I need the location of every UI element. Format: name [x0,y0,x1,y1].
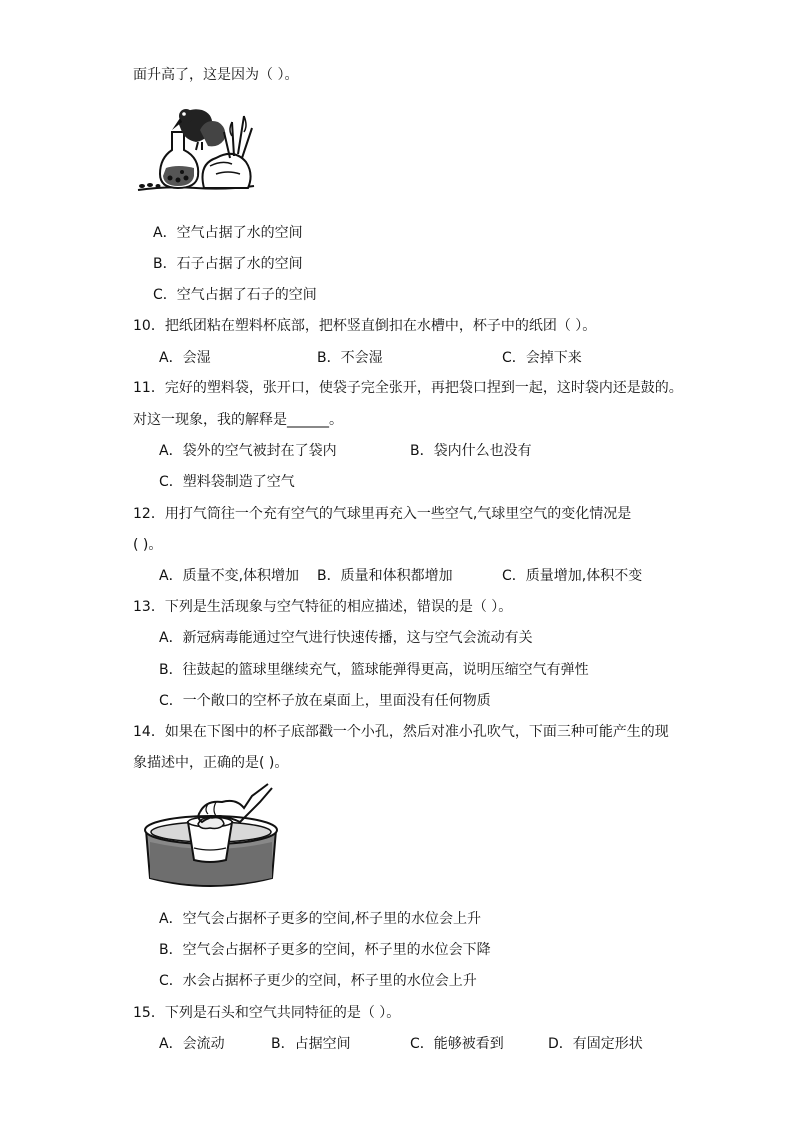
q11-option-b[interactable]: B．袋内什么也没有 [410,443,532,459]
q14-option-a[interactable]: A．空气会占据杯子更多的空间,杯子里的水位会上升 [159,911,482,927]
q9-stem-tail: 面升高了，这是因为（ ）。 [133,67,299,83]
q11-stem-line1: 11．完好的塑料袋，张开口，使袋子完全张开，再把袋口捏到一起，这时袋内还是鼓的。 [133,380,683,396]
q13-option-a[interactable]: A．新冠病毒能通过空气进行快速传播，这与空气会流动有关 [159,630,533,646]
q14-stem-line1: 14．如果在下图中的杯子底部戳一个小孔，然后对准小孔吹气，下面三种可能产生的现 [133,724,669,740]
q14-stem-line2: 象描述中，正确的是( )。 [133,755,289,771]
q13-option-c[interactable]: C．一个敞口的空杯子放在桌面上，里面没有任何物质 [159,693,491,709]
q12-stem-line1: 12．用打气筒往一个充有空气的气球里再充入一些空气,气球里空气的变化情况是 [133,506,632,522]
q15-option-c[interactable]: C．能够被看到 [410,1036,504,1052]
q15-option-b[interactable]: B．占据空间 [271,1036,351,1052]
q12-option-a[interactable]: A．质量不变,体积增加 [159,568,300,584]
q15-option-a[interactable]: A．会流动 [159,1036,225,1052]
q15-stem: 15．下列是石头和空气共同特征的是（ ）。 [133,1005,401,1021]
q13-option-b[interactable]: B．往鼓起的篮球里继续充气，篮球能弹得更高，说明压缩空气有弹性 [159,662,589,678]
q10-option-b[interactable]: B．不会湿 [317,350,383,366]
q12-option-c[interactable]: C．质量增加,体积不变 [502,568,643,584]
q10-option-a[interactable]: A．会湿 [159,350,211,366]
q9-option-b[interactable]: B．石子占据了水的空间 [153,256,303,272]
q11-option-c[interactable]: C．塑料袋制造了空气 [159,474,295,490]
q9-option-c[interactable]: C．空气占据了石子的空间 [153,287,317,303]
crow-bottle-illustration [136,102,256,194]
q14-option-c[interactable]: C．水会占据杯子更少的空间，杯子里的水位会上升 [159,973,477,989]
q10-option-c[interactable]: C．会掉下来 [502,350,582,366]
q12-option-b[interactable]: B．质量和体积都增加 [317,568,453,584]
q9-option-a[interactable]: A．空气占据了水的空间 [153,225,303,241]
q14-option-b[interactable]: B．空气会占据杯子更多的空间，杯子里的水位会下降 [159,942,491,958]
q11-option-a[interactable]: A．袋外的空气被封在了袋内 [159,443,337,459]
q13-stem: 13．下列是生活现象与空气特征的相应描述，错误的是（ ）。 [133,599,513,615]
cup-in-basin-illustration [140,782,282,894]
q10-stem: 10．把纸团粘在塑料杯底部，把杯竖直倒扣在水槽中，杯子中的纸团（ ）。 [133,318,597,334]
q11-stem-line2: 对这一现象，我的解释是______。 [133,412,343,428]
q15-option-d[interactable]: D．有固定形状 [548,1036,643,1052]
q12-stem-line2: ( )。 [133,537,163,553]
